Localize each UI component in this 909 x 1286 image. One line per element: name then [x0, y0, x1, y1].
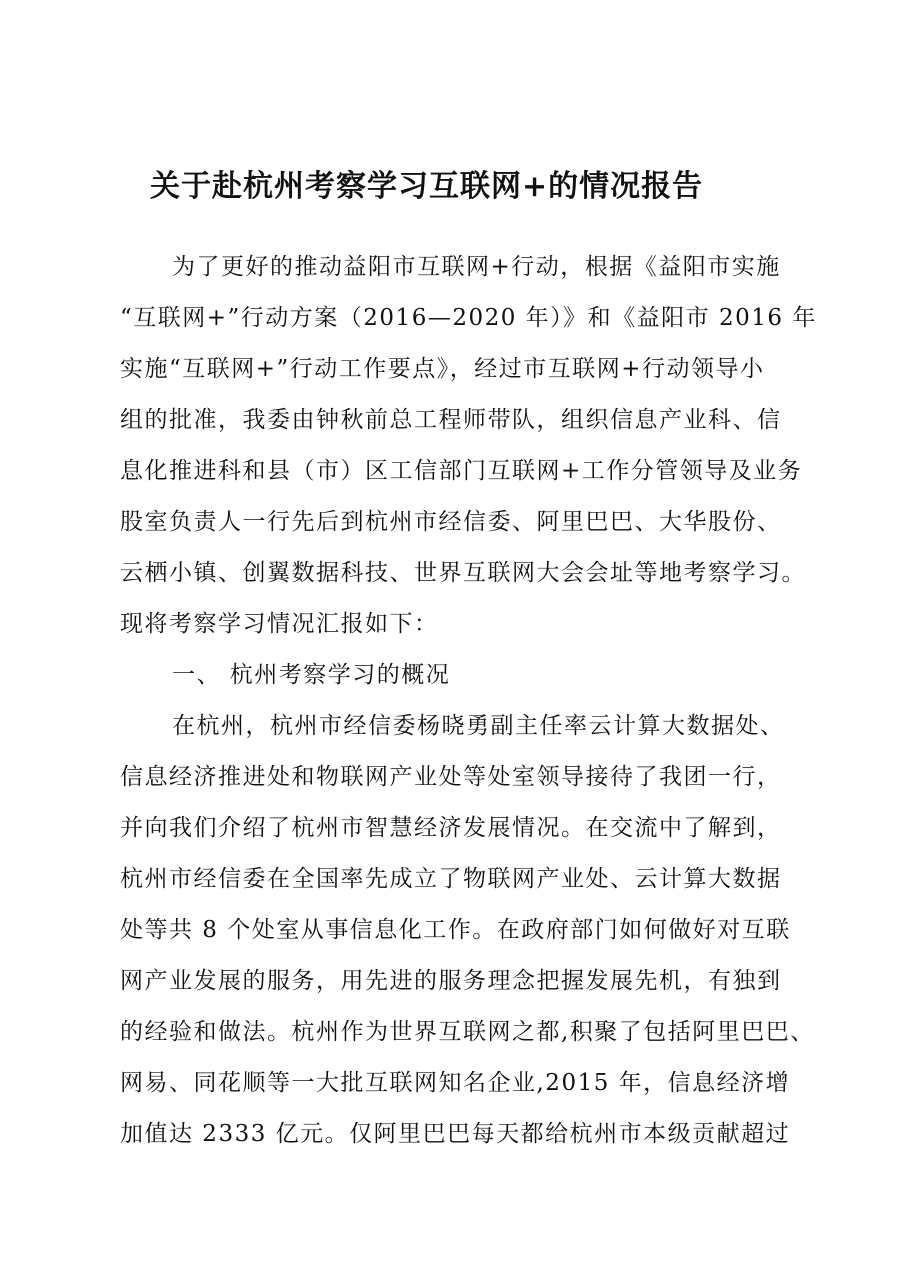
page-title: 关于赴杭州考察学习互联网+的情况报告 [150, 169, 704, 204]
paragraph-line: 在杭州，杭州市经信委杨晓勇副主任率云计算大数据处、 [172, 713, 785, 739]
section-heading: 一、 杭州考察学习的概况 [172, 662, 451, 688]
paragraph-line: 的经验和做法。杭州作为世界互联网之都,积聚了包括阿里巴巴、 [120, 1019, 815, 1045]
paragraph-line: 信息经济推进处和物联网产业处等处室领导接待了我团一行， [120, 764, 782, 790]
paragraph-line: 加值达 2333 亿元。仅阿里巴巴每天都给杭州市本级贡献超过 [120, 1121, 791, 1147]
paragraph-line: 网产业发展的服务，用先进的服务理念把握发展先机，有独到 [120, 968, 782, 994]
paragraph-line: 为了更好的推动益阳市互联网+行动，根据《益阳市实施 [172, 254, 781, 280]
paragraph-line: 网易、同花顺等一大批互联网知名企业,2015 年，信息经济增 [120, 1070, 791, 1096]
paragraph-line: 实施“互联网+”行动工作要点》，经过市互联网+行动领导小 [120, 356, 765, 382]
paragraph-line: 现将考察学习情况汇报如下： [120, 611, 439, 637]
paragraph-line: 处等共 8 个处室从事信息化工作。在政府部门如何做好对互联 [120, 917, 791, 943]
paragraph-line: 息化推进科和县（市）区工信部门互联网+工作分管领导及业务 [120, 458, 803, 484]
paragraph-line: 组的批准，我委由钟秋前总工程师带队，组织信息产业科、信 [120, 407, 782, 433]
paragraph-line: “互联网+”行动方案（2016—2020 年）》和《益阳市 2016 年 [120, 305, 817, 331]
paragraph-line: 股室负责人一行先后到杭州市经信委、阿里巴巴、大华股份、 [120, 509, 782, 535]
paragraph-line: 杭州市经信委在全国率先成立了物联网产业处、云计算大数据 [120, 866, 782, 892]
paragraph-line: 云栖小镇、创翼数据科技、世界互联网大会会址等地考察学习。 [120, 560, 806, 586]
paragraph-line: 并向我们介绍了杭州市智慧经济发展情况。在交流中了解到， [120, 815, 782, 841]
